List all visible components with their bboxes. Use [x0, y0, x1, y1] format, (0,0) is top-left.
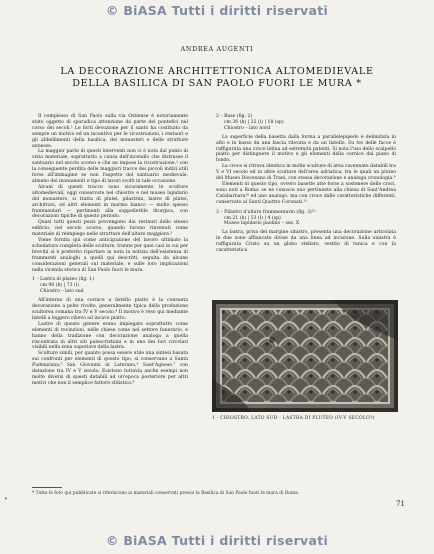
entry-location: Chiostro – lato sud	[40, 289, 84, 295]
left-column	[32, 114, 188, 387]
entry-dimensions: cm 21 (h) | 53 (l) | 4 (sp)	[224, 215, 281, 221]
footnote-divider	[32, 487, 62, 488]
page-number: 71	[396, 500, 405, 508]
right-column	[216, 114, 396, 254]
watermark-top: © BiASA Tutti i diritti riservati	[105, 3, 329, 18]
margin-mark: •	[4, 496, 8, 503]
paragraph: Elementi di questo tipo, ovvero basette atte forse a sostenere delle croci, sono noti a Roma: se ne conosce uno pertinente alla chiesa di Sant'Andrea Catabarbara¹⁰ ed uno analogo, ma con croce dalle caratteristiche differenti, conservato al Santi Quattro Coronati.¹¹	[216, 181, 396, 205]
entry-location: Chiostro – lato nord	[224, 125, 271, 131]
article-title	[20, 66, 414, 90]
entry-location: Museo lapidario paolino – sez. X	[224, 221, 300, 227]
footnote: * Tutte le foto qui pubblicate si riferiscono ai materiali conservati presso la Basilica di San Paolo fuori le mura di Roma.	[32, 491, 300, 496]
entry-heading: 3 – Pilastro d'altare frammentario (fig. 3)¹²	[216, 209, 316, 215]
figure-photo-pluteo-slab	[212, 300, 398, 412]
paragraph: Lastre di questo genere erano impiegate soprattutto come elementi di recinzioni, nelle chiese come nel settore funerario, e hanno della tradizione con decorazione analoga a quella riscontrata in altri siti paleocristiani e in uno dei fori circolari visibili nella zona superiore della lastra.	[32, 321, 188, 351]
paragraph: Sculture simili, per quanto possa essere utile una sintesi basata sui confronti per elementi di questo tipo, si conservano a Santa Pudenziana,⁵ San Giovanni in Laterano,⁶ Sant'Agnese,⁷ con datazione tra IV e V secolo. Esistono tuttavia anche esempi non molto diversi di questi databili ad un'epoca posteriore per altri motivi che non il semplice fattore stilistico.⁸	[32, 351, 188, 386]
catalog-entry-1	[32, 277, 188, 295]
catalog-entry-2	[216, 114, 396, 132]
entry-heading: 1 – Lastra di pluteo (fig. 1)	[32, 277, 94, 283]
figure-caption: 1 - CHIOSTRO, LATO SUD - LASTRA DI PLUTEO (IV-V SECOLO?)	[212, 416, 375, 421]
paragraph: La croce si ritrova identica in molte sculture di area ravennate databili tra V e VI secolo ed in altre sculture dell'area adriatica, tra le quali un pluteo del Museo Diocesano di Trani, con stessa decorazione e analoga cronologia.⁹	[216, 164, 396, 182]
paragraph: La maggior parte di questi interventi non ci è nota dal punto di vista materiale, soprattutto a causa dell'incendio che distrusse il santuario nel secolo scorso e che ne impose la ricostruzione,² con la conseguente perdita delle maggiori tracce dei piccoli indizi utili forse all'immagine se non l'aspetto del santuario medievale, almeno dei monumenti e tipo di lavori svolti in tale occasione.	[32, 149, 188, 184]
paragraph: La superficie della basetta dalla forma a parallelepipedo è delimitata in alto e in basso da una fascia rilevata e da un listello. Su tre delle facce è raffigurata una croce latina ad estremità patenti. Si nota l'uso dello scalpello piatto per distinguere il motivo e gli elementi della cornice dal piano di fondo.	[216, 134, 396, 164]
entry-dimensions: cm 36 (h) | 22 (l) | 18 (sp)	[224, 119, 284, 125]
catalog-entry-3	[216, 210, 396, 228]
title-line-2: DELLA BASILICA DI SAN PAOLO FUORI LE MURA *	[72, 78, 362, 89]
paragraph: Viene fornita qui come anticipazione del lavoro ultimato la schedatura completa delle sculture, tranne per quei casi in cui per brevità si è preferito riportare in nota la notizia dell'esistenza di frammenti analoghi a quelli qui descritti, seguita da alcune considerazioni generali sul materiale, e sulle loro implicazioni nella vicenda storica di San Paolo fuori le mura.	[32, 238, 188, 273]
paragraph: Il complesso di San Paolo sulla via Ostiense è notoriamente stato oggetto di sporadica attenzione da parte dei pontefici nel corso dei secoli.¹ Le forti devozione per il santo ha costituito da sempre un motivo ed un incentivo per le ricostruzioni, i restauri e gli abbellimenti della basilica, dei monasteri e delle strutture annesse.	[32, 114, 188, 149]
article-author: ANDREA AUGENTI	[180, 46, 254, 53]
paragraph: All'interno di una cornice a listello piatto è la consueta decorazione a pelte rivolte, generalmente tipica della produzione scultorea romana tra IV e V secolo.⁴ Il motivo è reso qui mediante listelli a leggero rilievo ad incavo piatto.	[32, 298, 188, 321]
entry-heading: 2 – Base (fig. 2)	[216, 114, 253, 119]
title-line-1: LA DECORAZIONE ARCHITETTONICA ALTOMEDIEVALE	[60, 66, 374, 77]
watermark-bottom: © BiASA Tutti i diritti riservati	[105, 533, 329, 548]
entry-dimensions: cm 98 (h) | 73 (l)	[40, 283, 80, 289]
paragraph: Alcuni di questi tracce sono sicuramente le sculture altomedievali, oggi conservate nel chiostro e nel museo lapidario del monastero, si tratta di plutei, pilastrini, lastre di plutei, architravi, ed altri elementi in marmo bianco — molto spesso frammentari — pertinenti alla suppellettile liturgica, con decorazioni tipiche di questo periodo.	[32, 184, 188, 220]
paragraph: La lastra, priva del margine sinistro, presenta una decorazione articolata in due zone affiancate divise da una linea ad incisione. Sulla sinistra è raffigurata Cristo su un globo stellato, vestito di tunica e con la caratteristica	[216, 230, 396, 254]
pluteo-slab-image	[212, 300, 398, 412]
paragraph: Quasi tutti questi pezzi provengono dai restauri dello stesso edificio, nel secolo scorso, quando furono rinvenuti come materiale di reimpiego nelle strutture dell'altare maggiore.³	[32, 220, 188, 238]
